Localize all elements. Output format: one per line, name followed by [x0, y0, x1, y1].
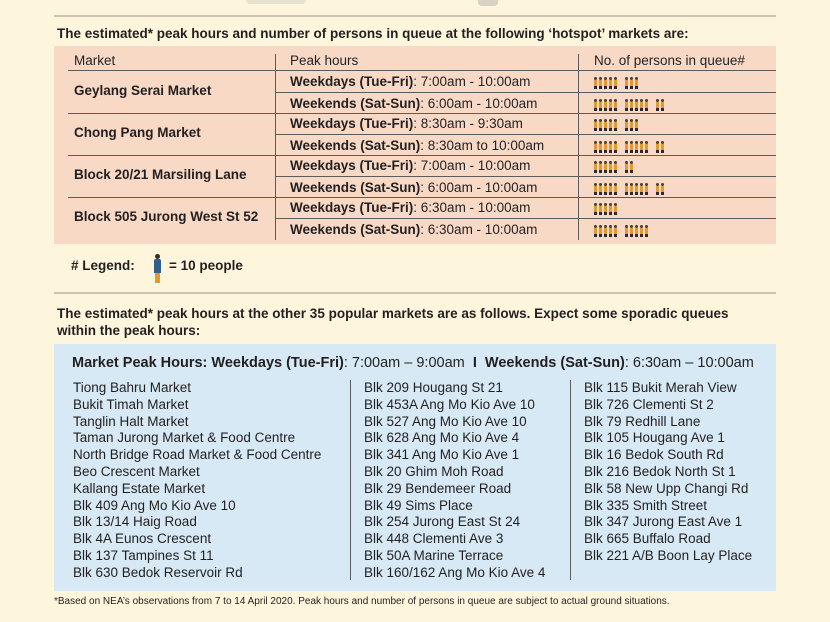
person-icon	[609, 141, 612, 153]
column-divider	[275, 54, 276, 240]
person-icon	[661, 99, 664, 111]
legend-label: # Legend:	[71, 258, 135, 273]
market-list-item: Tanglin Halt Market	[73, 413, 189, 429]
person-icon	[594, 99, 597, 111]
person-icon	[599, 225, 602, 237]
market-list-item: Blk 665 Buffalo Road	[584, 531, 711, 547]
person-icon	[625, 119, 628, 131]
col-header-queue: No. of persons in queue#	[594, 53, 745, 68]
person-icon	[599, 99, 602, 111]
sub-row-divider	[275, 176, 776, 177]
person-icon	[614, 77, 617, 89]
market-list-item: Blk 216 Bedok North St 1	[584, 463, 736, 479]
queue-figures	[594, 159, 641, 173]
person-group	[625, 99, 650, 111]
person-icon	[604, 203, 607, 215]
sub-row-divider	[275, 134, 776, 135]
market-list-item: Beo Crescent Market	[73, 463, 200, 479]
person-icon	[594, 161, 597, 173]
column-divider	[570, 380, 571, 580]
person-icon	[625, 99, 628, 111]
person-icon	[614, 203, 617, 215]
person-icon	[630, 141, 633, 153]
hotspot-heading: The estimated* peak hours and number of persons in queue at the following ‘hotspot’ markets are:	[57, 26, 689, 41]
market-list-item: Blk 254 Jurong East St 24	[364, 514, 521, 530]
person-icon	[645, 141, 648, 153]
person-icon	[630, 119, 633, 131]
market-list-item: Blk 13/14 Haig Road	[73, 514, 197, 530]
person-icon	[625, 161, 628, 173]
other-markets-panel	[54, 344, 776, 591]
sub-row-divider	[275, 92, 776, 93]
person-icon	[625, 225, 628, 237]
col-header-peak: Peak hours	[290, 53, 359, 68]
market-list-item: Kallang Estate Market	[73, 480, 206, 496]
person-group	[625, 141, 650, 153]
person-icon	[630, 161, 633, 173]
top-decoration	[246, 0, 306, 4]
person-icon	[614, 119, 617, 131]
column-divider	[350, 380, 351, 580]
weekday-peak: Weekdays (Tue-Fri): 8:30am - 9:30am	[290, 116, 523, 131]
person-group	[656, 141, 666, 153]
market-list-item: Blk 79 Redhill Lane	[584, 413, 701, 429]
market-list-item: Blk 409 Ang Mo Kio Ave 10	[73, 497, 236, 513]
market-list-item: Blk 16 Bedok South Rd	[584, 447, 724, 463]
person-icon	[614, 225, 617, 237]
person-icon	[599, 141, 602, 153]
person-icon	[604, 225, 607, 237]
market-name: Chong Pang Market	[74, 125, 201, 140]
market-name: Geylang Serai Market	[74, 83, 212, 98]
market-list-item: Taman Jurong Market & Food Centre	[73, 430, 296, 446]
person-icon	[609, 203, 612, 215]
person-icon	[604, 183, 607, 195]
queue-figures	[594, 201, 625, 215]
person-icon	[656, 141, 659, 153]
header-divider	[68, 70, 776, 71]
market-name: Block 20/21 Marsiling Lane	[74, 167, 247, 182]
person-icon	[640, 141, 643, 153]
person-icon	[604, 141, 607, 153]
weekday-peak: Weekdays (Tue-Fri): 6:30am - 10:00am	[290, 200, 531, 215]
person-icon	[599, 183, 602, 195]
weekend-peak: Weekends (Sat-Sun): 6:30am - 10:00am	[290, 222, 538, 237]
market-list-item: Blk 448 Clementi Ave 3	[364, 531, 504, 547]
person-group	[625, 77, 640, 89]
person-icon	[604, 99, 607, 111]
person-icon	[599, 161, 602, 173]
person-icon	[661, 141, 664, 153]
person-group	[625, 119, 640, 131]
queue-figures	[594, 117, 646, 131]
person-icon	[609, 99, 612, 111]
weekend-peak: Weekends (Sat-Sun): 6:00am - 10:00am	[290, 96, 538, 111]
person-icon	[640, 225, 643, 237]
person-icon	[604, 119, 607, 131]
person-icon	[604, 161, 607, 173]
market-list-item: Blk 115 Bukit Merah View	[584, 380, 737, 395]
market-list-item: Tiong Bahru Market	[73, 380, 192, 395]
person-group	[594, 119, 619, 131]
divider	[54, 15, 776, 17]
market-list-item: Blk 160/162 Ang Mo Kio Ave 4	[364, 564, 546, 580]
queue-figures	[594, 75, 646, 89]
market-list-item: Blk 50A Marine Terrace	[364, 547, 504, 563]
market-list-col-2	[364, 380, 545, 582]
person-icon	[630, 77, 633, 89]
person-group	[594, 203, 619, 215]
market-list-item: North Bridge Road Market & Food Centre	[73, 447, 322, 463]
market-list-item: Blk 137 Tampines St 11	[73, 547, 214, 563]
person-icon	[630, 225, 633, 237]
person-group	[594, 99, 619, 111]
person-icon	[599, 203, 602, 215]
queue-figures	[594, 223, 656, 237]
person-group	[594, 161, 619, 173]
market-list-item: Blk 221 A/B Boon Lay Place	[584, 547, 753, 563]
market-list-item: Blk 58 New Upp Changi Rd	[584, 480, 749, 496]
market-list-item: Blk 209 Hougang St 21	[364, 380, 503, 395]
person-group	[594, 183, 619, 195]
person-icon	[614, 161, 617, 173]
person-icon	[153, 254, 161, 284]
person-icon	[645, 225, 648, 237]
top-decoration-tab	[478, 0, 498, 6]
weekend-peak: Weekends (Sat-Sun): 8:30am to 10:00am	[290, 138, 545, 153]
person-icon	[594, 225, 597, 237]
person-icon	[625, 141, 628, 153]
queue-figures	[594, 181, 672, 195]
person-group	[594, 77, 619, 89]
person-group	[625, 183, 650, 195]
person-group	[625, 225, 650, 237]
person-icon	[630, 99, 633, 111]
queue-figures	[594, 139, 672, 153]
person-icon	[594, 119, 597, 131]
person-icon	[625, 77, 628, 89]
market-name: Block 505 Jurong West St 52	[74, 209, 259, 224]
other-heading-line2: within the peak hours:	[57, 323, 201, 338]
person-icon	[645, 183, 648, 195]
person-icon	[609, 77, 612, 89]
person-icon	[635, 119, 638, 131]
person-icon	[656, 183, 659, 195]
person-icon	[609, 183, 612, 195]
market-list-item: Blk 335 Smith Street	[584, 497, 708, 513]
person-icon	[594, 77, 597, 89]
market-list-item: Bukit Timah Market	[73, 396, 189, 412]
market-list-item: Blk 630 Bedok Reservoir Rd	[73, 564, 243, 580]
person-group	[594, 141, 619, 153]
person-icon	[594, 141, 597, 153]
person-icon	[609, 225, 612, 237]
market-list-item: Blk 105 Hougang Ave 1	[584, 430, 725, 446]
person-group	[656, 183, 666, 195]
market-list-item: Blk 628 Ang Mo Kio Ave 4	[364, 430, 520, 446]
hotspot-table	[54, 46, 776, 244]
person-icon	[640, 183, 643, 195]
person-icon	[661, 183, 664, 195]
other-heading-line1: The estimated* peak hours at the other 35 popular markets are as follows. Expect some sporadic queues	[57, 306, 729, 321]
person-icon	[645, 99, 648, 111]
market-list-item: Blk 49 Sims Place	[364, 497, 473, 513]
person-group	[594, 225, 619, 237]
row-divider	[68, 113, 776, 114]
col-header-market: Market	[74, 53, 116, 68]
row-divider	[68, 197, 776, 198]
person-icon	[640, 99, 643, 111]
person-icon	[614, 99, 617, 111]
person-icon	[635, 77, 638, 89]
weekday-peak: Weekdays (Tue-Fri): 7:00am - 10:00am	[290, 74, 531, 89]
person-icon	[594, 203, 597, 215]
weekend-peak: Weekends (Sat-Sun): 6:00am - 10:00am	[290, 180, 538, 195]
person-icon	[656, 99, 659, 111]
market-list-col-1	[73, 380, 321, 582]
person-icon	[635, 99, 638, 111]
queue-figures	[594, 97, 672, 111]
market-list-item: Blk 20 Ghim Moh Road	[364, 463, 504, 479]
column-divider	[578, 54, 579, 240]
person-icon	[594, 183, 597, 195]
person-icon	[630, 183, 633, 195]
market-list-item: Blk 527 Ang Mo Kio Ave 10	[364, 413, 527, 429]
market-list-item: Blk 29 Bendemeer Road	[364, 480, 512, 496]
market-list-col-3	[584, 380, 752, 565]
row-divider	[68, 155, 776, 156]
market-list-item: Blk 4A Eunos Crescent	[73, 531, 212, 547]
person-icon	[599, 77, 602, 89]
market-list-item: Blk 453A Ang Mo Kio Ave 10	[364, 396, 535, 412]
divider	[54, 292, 776, 294]
sub-row-divider	[275, 218, 776, 219]
person-icon	[614, 183, 617, 195]
person-group	[625, 161, 635, 173]
market-list-item: Blk 341 Ang Mo Kio Ave 1	[364, 447, 520, 463]
person-icon	[635, 183, 638, 195]
footnote: *Based on NEA’s observations from 7 to 14 April 2020. Peak hours and number of persons in queue are subject to actual ground situations.	[54, 596, 670, 607]
legend-value: = 10 people	[169, 258, 243, 273]
person-group	[656, 99, 666, 111]
person-icon	[599, 119, 602, 131]
person-icon	[625, 183, 628, 195]
market-list-item: Blk 347 Jurong East Ave 1	[584, 514, 743, 530]
peak-hours-title: Market Peak Hours: Weekdays (Tue-Fri): 7:00am – 9:00am I Weekends (Sat-Sun): 6:30am – 10:00am	[72, 355, 754, 371]
person-icon	[604, 77, 607, 89]
legend	[71, 258, 243, 282]
person-icon	[614, 141, 617, 153]
weekday-peak: Weekdays (Tue-Fri): 7:00am - 10:00am	[290, 158, 531, 173]
person-icon	[609, 119, 612, 131]
person-icon	[635, 225, 638, 237]
market-list-item: Blk 726 Clementi St 2	[584, 396, 714, 412]
person-icon	[609, 161, 612, 173]
person-icon	[635, 141, 638, 153]
